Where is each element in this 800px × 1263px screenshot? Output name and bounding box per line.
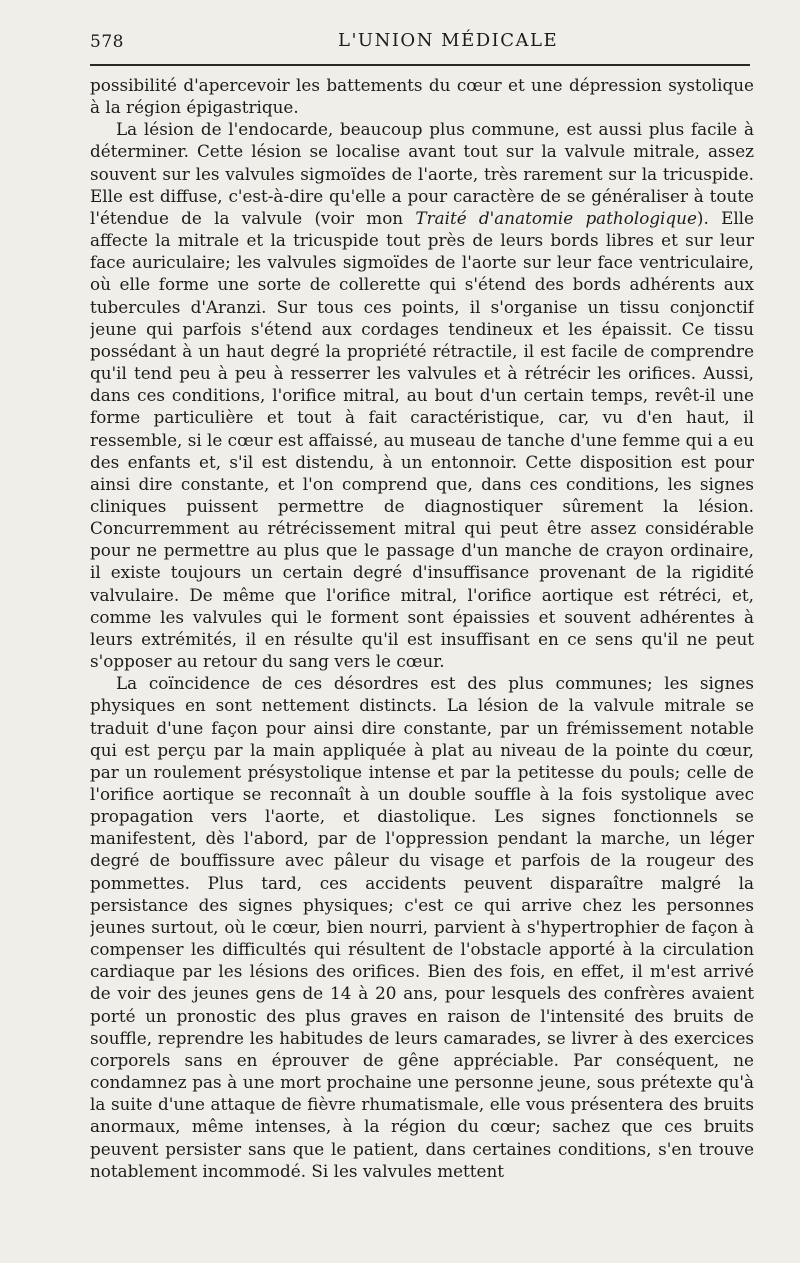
paragraph-1 bbox=[90, 74, 754, 118]
paragraph-2 bbox=[90, 118, 754, 672]
running-title: L'UNION MÉDICALE bbox=[338, 30, 559, 51]
header-rule bbox=[90, 64, 750, 66]
paragraph-3 bbox=[90, 672, 754, 1182]
paragraph-2-text-start: La lésion de l'endocarde, beaucoup plus commune, est aussi plus facile à déterminer. Cette lésion se localise avant tout sur la valvule mitrale, assez souvent sur les valvules sigmoïdes de l'aorte, très rarement sur la tricuspide. Elle est diffuse, c'est-à-dire qu'elle a pour caractère de se généraliser à toute l'étendue de la valvule (voir mon bbox=[90, 119, 754, 228]
page-number: 578 bbox=[90, 32, 124, 52]
paragraph-2-text-end: ). Elle affecte la mitrale et la tricuspide tout près de leurs bords libres et sur leur face auriculaire; les valvules sigmoïdes de l'aorte sur leur face ventriculaire, où elle forme une sorte de collerette qui s'étend des bords adhérents aux tubercules d'Aranzi. Sur tous ces points, il s'organise un tissu conjonctif jeune qui parfois s'étend aux cordages tendineux et les épaissit. Ce tissu possédant à un haut degré la propriété rétractile, il est facile de comprendre qu'il tend peu à peu à resserrer les valvules et à rétrécir les orifices. Aussi, dans ces conditions, l'orifice mitral, au bout d'un certain temps, revêt-il une forme particulière et tout à fait caractéristique, car, vu d'en haut, il ressemble, si le cœur est affaissé, au museau de tanche d'une femme qui a eu des enfants et, s'il est distendu, à un entonnoir. Cette disposition est pour ainsi dire constante, et l'on comprend que, dans ces conditions, les signes cliniques puissent permettre de diagnostiquer sûrement la lésion. Concurremment au rétrécissement mitral qui peut être assez considérable pour ne permettre au plus que le passage d'un manche de crayon ordinaire, il existe toujours un certain degré d'insuffisance provenant de la rigidité valvulaire. De même que l'orifice mitral, l'orifice aortique est rétréci, et, comme les valvules qui le forment sont épaissies et souvent adhérentes à leurs extrémités, il en résulte qu'il est insuffisant en ce sens qu'il ne peut s'opposer au retour du sang vers le cœur. bbox=[90, 207, 754, 672]
body-text bbox=[90, 74, 754, 1250]
paragraph-1-text: possibilité d'apercevoir les battements du cœur et une dépression systolique à la région épigastrique. bbox=[90, 75, 754, 118]
page-header bbox=[90, 30, 750, 60]
book-title-reference: Traité d'anatomie pathologique bbox=[415, 207, 697, 228]
paragraph-3-text: La coïncidence de ces désordres est des plus communes; les signes physiques en sont nettement distincts. La lésion de la valvule mitrale se traduit d'une façon pour ainsi dire constante, par un frémissement notable qui est perçu par la main appliquée à plat au niveau de la pointe du cœur, par un roulement présystolique intense et par la petitesse du pouls; celle de l'orifice aortique se reconnaît à un double souffle à la fois systolique avec propagation vers l'aorte, et diastolique. Les signes fonctionnels se manifestent, dès l'abord, par de l'oppression pendant la marche, un léger degré de bouffissure avec pâleur du visage et parfois de la rougeur des pommettes. Plus tard, ces accidents peuvent disparaître malgré la persistance des signes physiques; c'est ce qui arrive chez les personnes jeunes surtout, où le cœur, bien nourri, parvient à s'hypertrophier de façon à compenser les difficultés qui résultent de l'obstacle apporté à la circulation cardiaque par les lésions des orifices. Bien des fois, en effet, il m'est arrivé de voir des jeunes gens de 14 à 20 ans, pour lesquels des confrères avaient porté un pronostic des plus graves en raison de l'intensité des bruits de souffle, reprendre les habitudes de leurs camarades, se livrer à des exercices corporels sans en éprouver de gêne appréciable. Par conséquent, ne condamnez pas à une mort prochaine une personne jeune, sous prétexte qu'à la suite d'une attaque de fièvre rhumatismale, elle vous présentera des bruits anormaux, même intenses, à la région du cœur; sachez que ces bruits peuvent persister sans que le patient, dans certaines conditions, s'en trouve notablement incommodé. Si les valvules mettent bbox=[90, 673, 754, 1181]
